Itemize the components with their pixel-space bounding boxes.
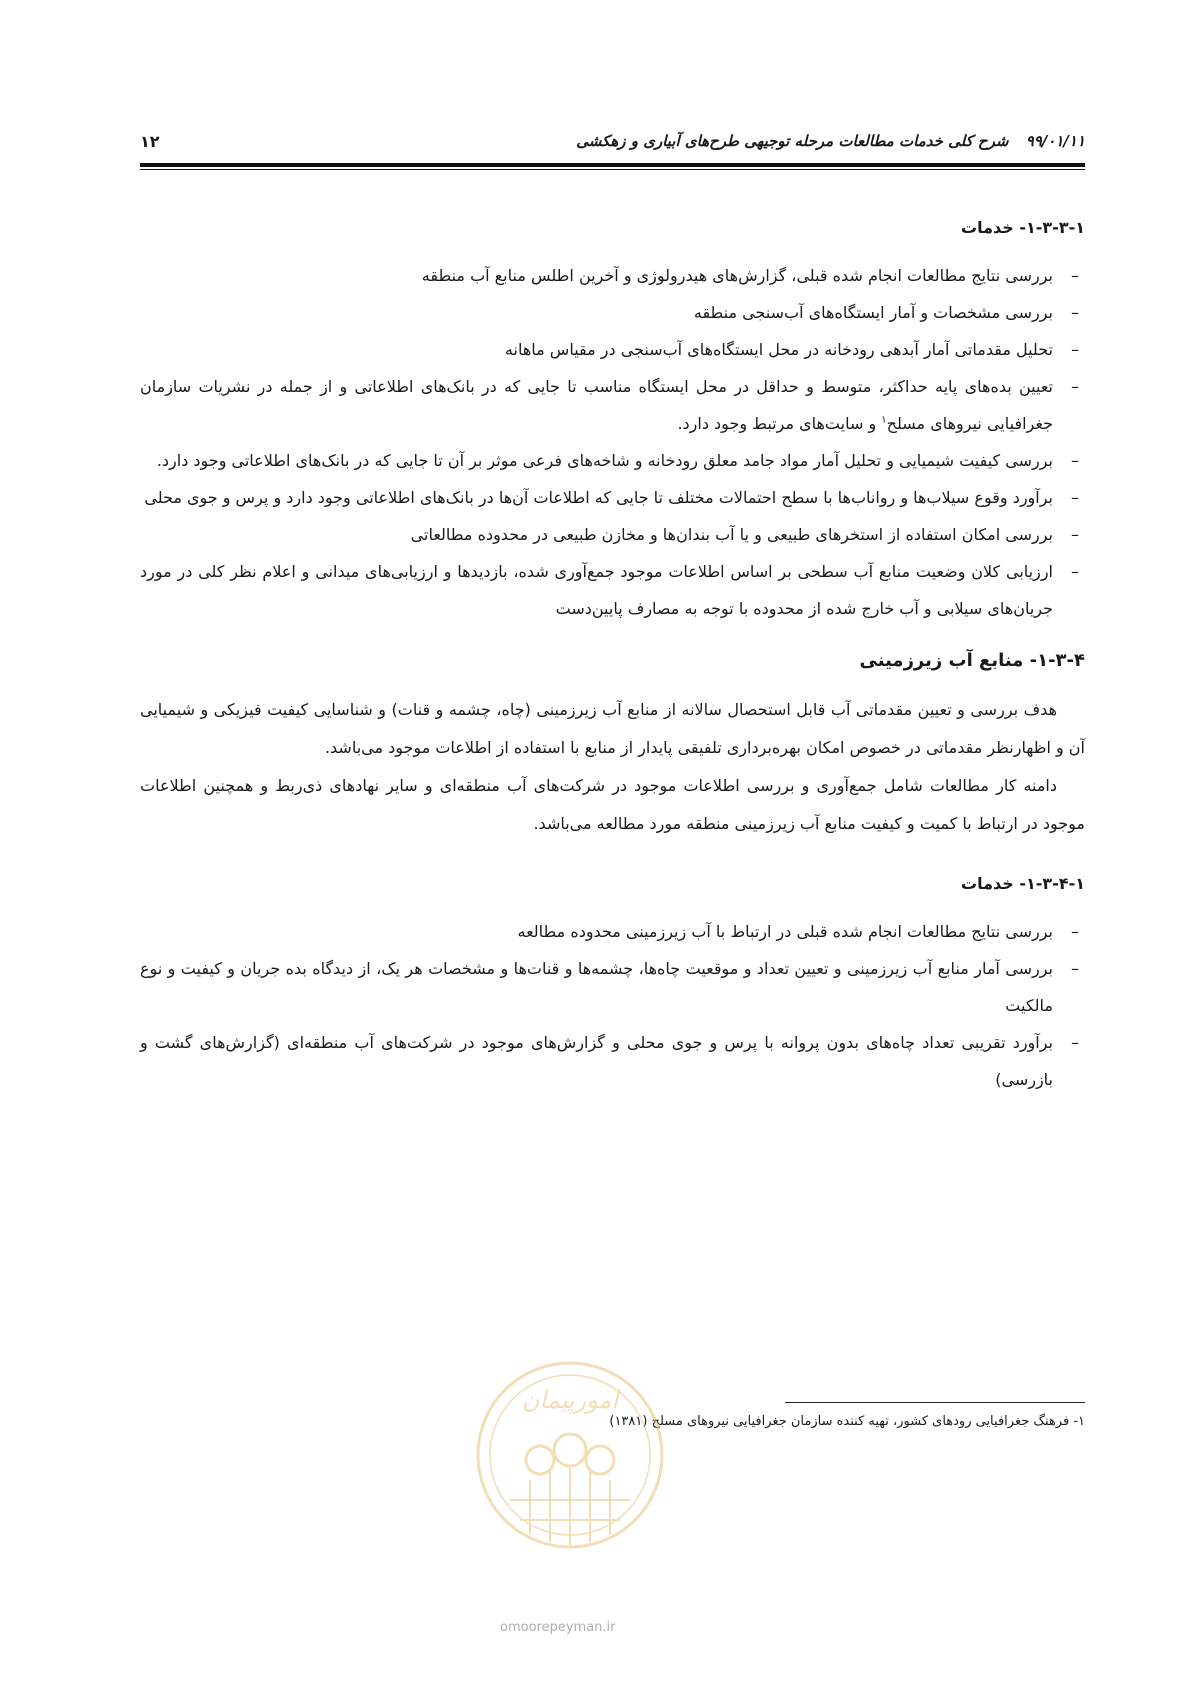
header-date: ۹۹/۰۱/۱۱ xyxy=(1025,132,1085,150)
list-item: – بررسی امکان استفاده از استخرهای طبیعی و یا آب بندان‌ها و مخازن طبیعی در محدوده مطالعاتی xyxy=(140,516,1085,553)
header-rule-thin xyxy=(140,169,1085,170)
header-title-text: شرح کلی خدمات مطالعات مرحله توجیهی طرح‌های آبیاری و زهکشی xyxy=(576,132,1009,150)
footnote: ۱- فرهنگ جغرافیایی رودهای کشور، تهیه کننده سازمان جغرافیایی نیروهای مسلح (۱۳۸۱) xyxy=(609,1414,1085,1429)
list-item: – بررسی آمار منابع آب زیرزمینی و تعیین تعداد و موقعیت چاه‌ها، چشمه‌ها و قنات‌ها و مشخصات هر یک، از دیدگاه بده جریان و کیفیت و نوع مالکیت xyxy=(140,950,1085,1024)
dash-bullet: – xyxy=(1071,488,1079,507)
dash-bullet: – xyxy=(1071,303,1079,322)
list-item: – برآورد تقریبی تعداد چاه‌های بدون پروانه با پرس و جوی محلی و گزارش‌های موجود در شرکت‌های آب منطقه‌ای (گزارش‌های گشت و بازرسی) xyxy=(140,1024,1085,1098)
dash-bullet: – xyxy=(1071,340,1079,359)
list-item: – بررسی نتایج مطالعات انجام شده قبلی در ارتباط با آب زیرزمینی محدوده مطالعه xyxy=(140,913,1085,950)
page-header xyxy=(140,118,1085,158)
dash-bullet: – xyxy=(1071,377,1079,396)
subsection-heading-groundwater-services: ۱-۳-۴-۱- خدمات xyxy=(961,874,1085,893)
list-item: – تعیین بده‌های پایه حداکثر، متوسط و حداقل در محل ایستگاه مناسب تا جایی که در بانک‌های اطلاعاتی و از جمله در نشریات سازمان جغرافیایی نیروهای مسلح$^۱$ و سایت‌های مرتبط وجود دارد. xyxy=(140,368,1085,442)
header-rule-thick xyxy=(140,163,1085,167)
list-item: – ارزیابی کلان وضعیت منابع آب سطحی بر اساس اطلاعات موجود جمع‌آوری شده، بازدیدها و ارزیابی‌های میدانی و اعلام نظر کلی در مورد جریان‌های سیلابی و آب خارج شده از محدوده با توجه به مصارف پایین‌دست xyxy=(140,553,1085,627)
watermark-site: omoorepeyman.ir xyxy=(500,1620,616,1635)
section-heading-groundwater: ۱-۳-۴- منابع آب زیرزمینی xyxy=(859,650,1085,671)
list-item: – برآورد وقوع سیلاب‌ها و رواناب‌ها با سطح احتمالات مختلف تا جایی که اطلاعات آن‌ها در بانک‌های اطلاعاتی وجود دارد و پرس و جوی محلی xyxy=(140,479,1085,516)
list-item: – بررسی مشخصات و آمار ایستگاه‌های آب‌سنجی منطقه xyxy=(140,294,1085,331)
dash-bullet: – xyxy=(1071,451,1079,470)
page-content xyxy=(140,215,1085,1098)
page-number: ۱۲ xyxy=(140,132,160,151)
footnote-ref[interactable]: ۱ xyxy=(881,414,887,426)
footnote-rule xyxy=(785,1402,1085,1403)
groundwater-services-list xyxy=(140,913,1085,1098)
dash-bullet: – xyxy=(1071,525,1079,544)
dash-bullet: – xyxy=(1071,266,1079,285)
header-title xyxy=(576,132,1085,150)
dash-bullet: – xyxy=(1071,922,1079,941)
surface-services-list xyxy=(140,257,1085,627)
dash-bullet: – xyxy=(1071,959,1079,978)
body-paragraph: دامنه کار مطالعات شامل جمع‌آوری و بررسی اطلاعات موجود در شرکت‌های آب منطقه‌ای و سایر نهادهای ذی‌ربط و همچنین اطلاعات موجود در ارتباط با کمیت و کیفیت منابع آب زیرزمینی منطقه مورد مطالعه می‌باشد. xyxy=(140,776,1085,833)
body-paragraph: هدف بررسی و تعیین مقدماتی آب قابل استحصال سالانه از منابع آب زیرزمینی (چاه، چشمه و قنات) و شناسایی کیفیت فیزیکی و شیمیایی آن و اظهارنظر مقدماتی در خصوص امکان بهره‌برداری تلفیقی پایدار از منابع با استفاده از اطلاعات موجود می‌باشد. xyxy=(140,700,1085,757)
watermark-seal-icon xyxy=(470,1350,670,1555)
list-item: – بررسی نتایج مطالعات انجام شده قبلی، گزارش‌های هیدرولوژی و آخرین اطلس منابع آب منطقه xyxy=(140,257,1085,294)
dash-bullet: – xyxy=(1071,562,1079,581)
dash-bullet: – xyxy=(1071,1033,1079,1052)
subsection-heading-surface-services: ۱-۳-۳-۱- خدمات xyxy=(961,218,1085,237)
seal-text: امورپیمان xyxy=(521,1386,619,1414)
list-item: – تحلیل مقدماتی آمار آبدهی رودخانه در محل ایستگاه‌های آب‌سنجی در مقیاس ماهانه xyxy=(140,331,1085,368)
list-item: – بررسی کیفیت شیمیایی و تحلیل آمار مواد جامد معلق رودخانه و شاخه‌های فرعی موثر بر آن تا جایی که در بانک‌های اطلاعاتی وجود دارد. xyxy=(140,442,1085,479)
